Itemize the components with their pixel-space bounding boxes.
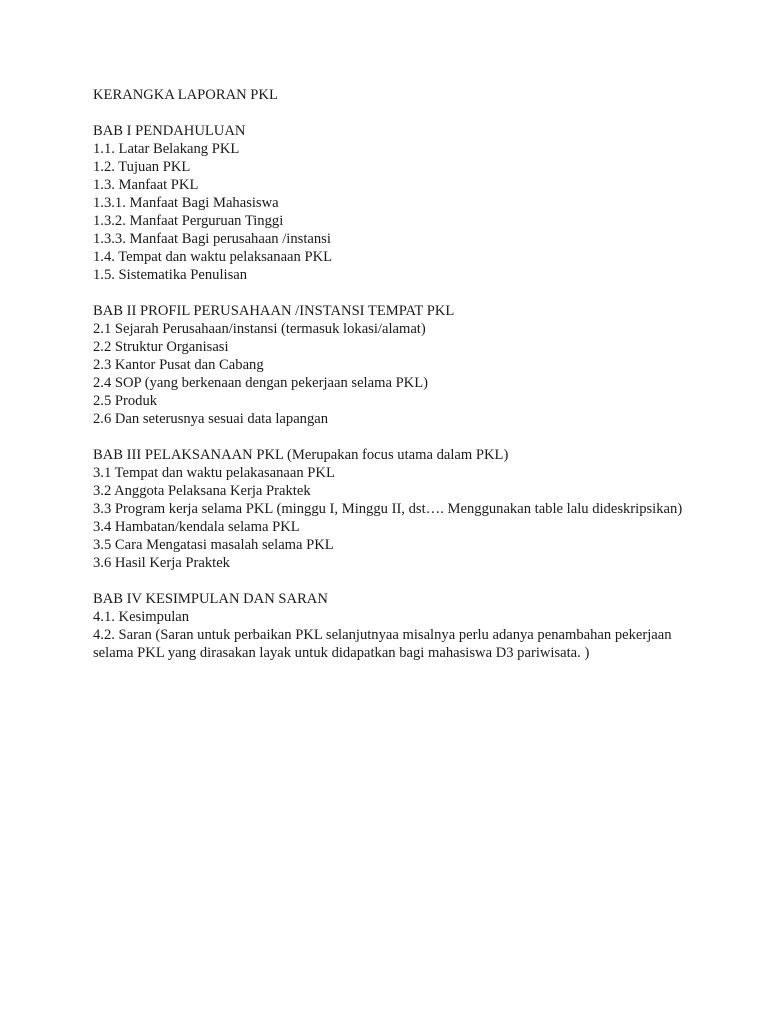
list-item: 3.4 Hambatan/kendala selama PKL — [93, 519, 300, 535]
list-item: 1.5. Sistematika Penulisan — [93, 267, 248, 283]
document-title: KERANGKA LAPORAN PKL — [93, 87, 278, 103]
list-item: 2.1 Sejarah Perusahaan/instansi (termasuk lokasi/alamat) — [93, 321, 426, 337]
list-item: 1.2. Tujuan PKL — [93, 159, 191, 175]
list-item: 3.5 Cara Mengatasi masalah selama PKL — [93, 537, 334, 553]
list-item: 1.4. Tempat dan waktu pelaksanaan PKL — [93, 249, 333, 265]
section-bab-2 — [93, 302, 693, 428]
list-item: 2.4 SOP (yang berkenaan dengan pekerjaan selama PKL) — [93, 375, 429, 391]
list-item: 3.2 Anggota Pelaksana Kerja Praktek — [93, 483, 311, 499]
section-heading: BAB IV KESIMPULAN DAN SARAN — [93, 591, 328, 607]
document-page — [93, 86, 693, 680]
list-item: 1.3.3. Manfaat Bagi perusahaan /instansi — [93, 231, 331, 247]
list-item: 3.3 Program kerja selama PKL (minggu I, Minggu II, dst…. Menggunakan table lalu dideskripsikan) — [93, 501, 683, 517]
list-item: 1.1. Latar Belakang PKL — [93, 141, 240, 157]
section-heading: BAB I PENDAHULUAN — [93, 123, 246, 139]
list-item: 2.6 Dan seterusnya sesuai data lapangan — [93, 411, 329, 427]
list-item: 2.2 Struktur Organisasi — [93, 339, 229, 355]
list-item: 1.3.1. Manfaat Bagi Mahasiswa — [93, 195, 279, 211]
section-heading: BAB II PROFIL PERUSAHAAN /INSTANSI TEMPAT PKL — [93, 303, 455, 319]
list-item: 2.5 Produk — [93, 393, 158, 409]
list-item: 3.6 Hasil Kerja Praktek — [93, 555, 230, 571]
section-bab-4 — [93, 590, 693, 662]
list-item: 4.1. Kesimpulan — [93, 609, 190, 625]
list-item: 1.3.2. Manfaat Perguruan Tinggi — [93, 213, 284, 229]
list-item: 2.3 Kantor Pusat dan Cabang — [93, 357, 264, 373]
list-item: 1.3. Manfaat PKL — [93, 177, 199, 193]
list-item: 4.2. Saran (Saran untuk perbaikan PKL selanjutnyaa misalnya perlu adanya penambahan pekerjaan selama PKL yang dirasakan layak untuk didapatkan bagi mahasiswa D3 pariwisata. ) — [93, 627, 672, 661]
section-bab-1 — [93, 122, 693, 284]
list-item: 3.1 Tempat dan waktu pelakasanaan PKL — [93, 465, 335, 481]
section-heading: BAB III PELAKSANAAN PKL (Merupakan focus utama dalam PKL) — [93, 447, 509, 463]
section-bab-3 — [93, 446, 693, 572]
